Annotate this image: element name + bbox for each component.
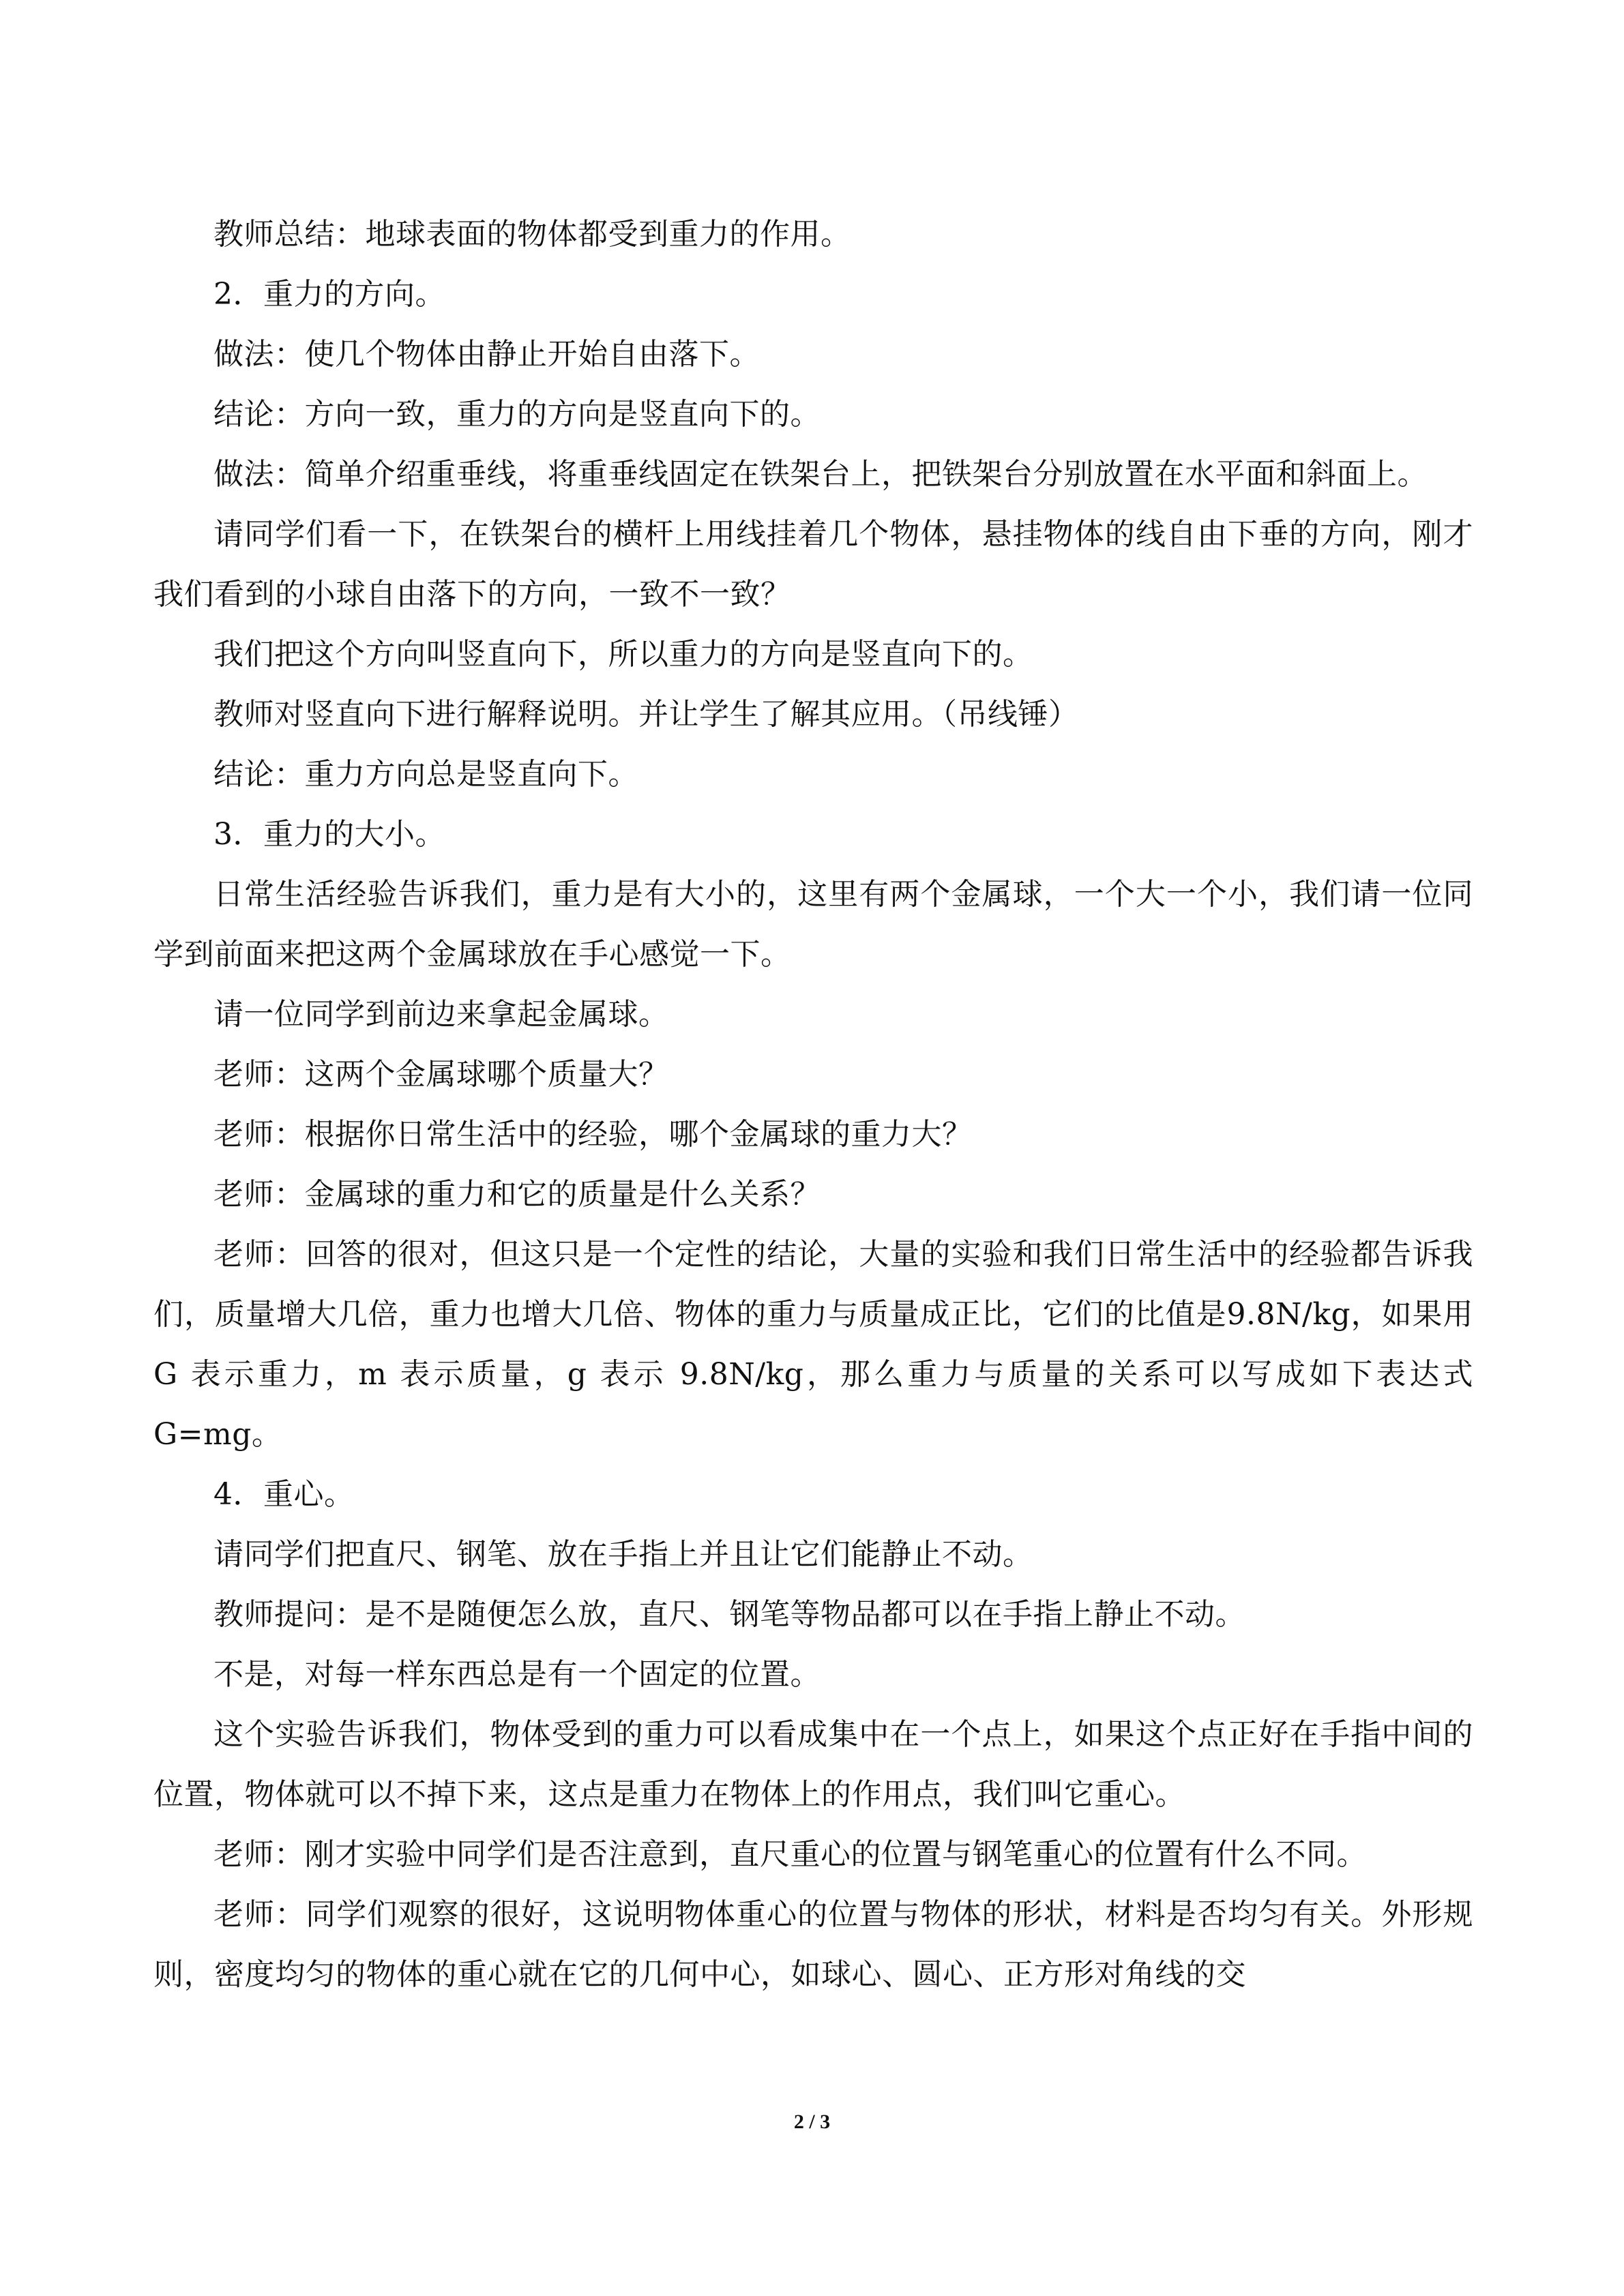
paragraph: 老师：金属球的重力和它的质量是什么关系？ bbox=[213, 1177, 821, 1212]
paragraph: 结论：重力方向总是竖直向下。 bbox=[213, 757, 638, 792]
paragraph: 我们把这个方向叫竖直向下，所以重力的方向是竖直向下的。 bbox=[213, 637, 1033, 672]
paragraph: 老师：这两个金属球哪个质量大？ bbox=[213, 1057, 669, 1092]
paragraph: 做法：简单介绍重垂线，将重垂线固定在铁架台上，把铁架台分别放置在水平面和斜面上。 bbox=[213, 457, 1428, 492]
paragraph: 结论：方向一致，重力的方向是竖直向下的。 bbox=[213, 397, 821, 432]
paragraph: 教师总结：地球表面的物体都受到重力的作用。 bbox=[213, 217, 851, 252]
paragraph: 老师：回答的很对，但这只是一个定性的结论，大量的实验和我们日常生活中的经验都告诉我们，质量增大几倍，重力也增大几倍、物体的重力与质量成正比，它们的比值是9.8N/kg，如果用 G 表示重力，m 表示质量，g 表示 9.8N/kg，那么重力与质量的关系可以写成如下表达式 G=mg。 bbox=[153, 1237, 1473, 1452]
section-heading: 4．重心。 bbox=[213, 1477, 355, 1512]
paragraph: 请一位同学到前边来拿起金属球。 bbox=[213, 997, 669, 1032]
paragraph: 教师对竖直向下进行解释说明。并让学生了解其应用。（吊线锤） bbox=[213, 697, 1079, 732]
document-body bbox=[153, 205, 1473, 2005]
paragraph: 教师提问：是不是随便怎么放，直尺、钢笔等物品都可以在手指上静止不动。 bbox=[213, 1597, 1245, 1632]
paragraph: 不是，对每一样东西总是有一个固定的位置。 bbox=[213, 1657, 821, 1692]
paragraph: 老师：根据你日常生活中的经验，哪个金属球的重力大？ bbox=[213, 1117, 973, 1152]
paragraph: 日常生活经验告诉我们，重力是有大小的，这里有两个金属球，一个大一个小，我们请一位同学到前面来把这两个金属球放在手心感觉一下。 bbox=[153, 877, 1473, 972]
page-number: 2 / 3 bbox=[793, 2111, 831, 2133]
paragraph: 请同学们看一下，在铁架台的横杆上用线挂着几个物体，悬挂物体的线自由下垂的方向，刚才我们看到的小球自由落下的方向，一致不一致？ bbox=[153, 517, 1473, 612]
paragraph: 这个实验告诉我们，物体受到的重力可以看成集中在一个点上，如果这个点正好在手指中间的位置，物体就可以不掉下来，这点是重力在物体上的作用点，我们叫它重心。 bbox=[153, 1717, 1473, 1812]
paragraph: 请同学们把直尺、钢笔、放在手指上并且让它们能静止不动。 bbox=[213, 1537, 1033, 1572]
paragraph: 老师：同学们观察的很好，这说明物体重心的位置与物体的形状，材料是否均匀有关。外形规则，密度均匀的物体的重心就在它的几何中心，如球心、圆心、正方形对角线的交 bbox=[153, 1897, 1473, 1992]
section-heading: 2．重力的方向。 bbox=[213, 277, 445, 312]
section-heading: 3．重力的大小。 bbox=[213, 817, 445, 852]
paragraph: 做法：使几个物体由静止开始自由落下。 bbox=[213, 337, 760, 372]
paragraph: 老师：刚才实验中同学们是否注意到，直尺重心的位置与钢笔重心的位置有什么不同。 bbox=[213, 1837, 1367, 1872]
